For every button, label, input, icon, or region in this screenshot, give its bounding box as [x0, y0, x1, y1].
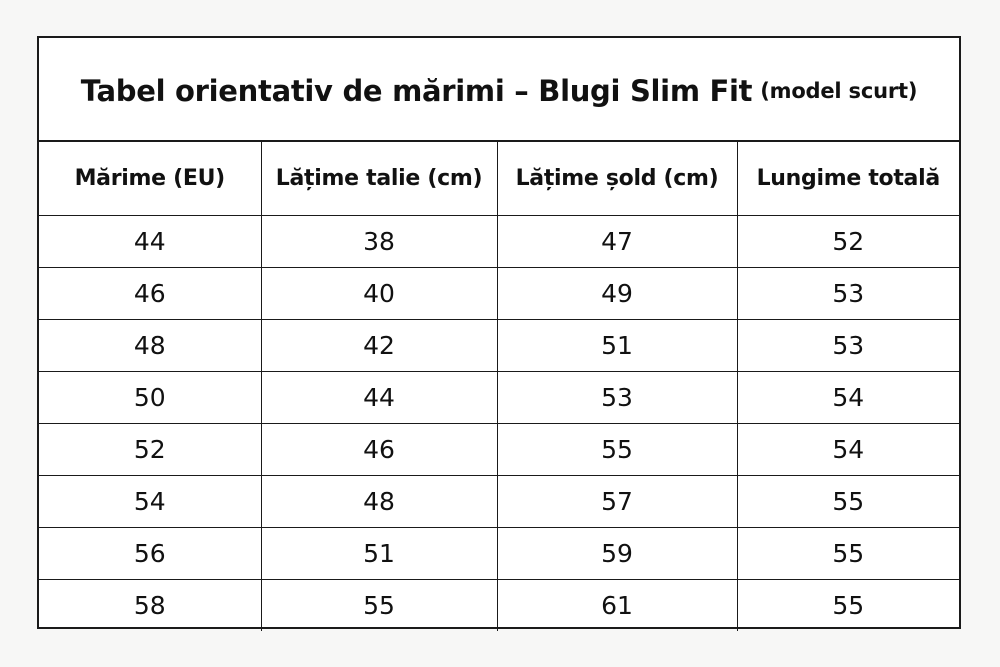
cell-length: 55: [737, 528, 959, 580]
table-row: [39, 268, 959, 320]
header-row: [39, 142, 959, 216]
table-title: Tabel orientativ de mărimi – Blugi Slim Fit: [80, 74, 753, 108]
cell-hip: 55: [497, 424, 737, 476]
cell-length: 53: [737, 320, 959, 372]
column-header-length: Lungime totală: [737, 142, 959, 216]
column-header-waist: Lățime talie (cm): [261, 142, 497, 216]
cell-size: 58: [39, 580, 261, 632]
cell-size: 52: [39, 424, 261, 476]
cell-length: 52: [737, 216, 959, 268]
table-subtitle: (model scurt): [760, 79, 918, 103]
cell-hip: 61: [497, 580, 737, 632]
cell-size: 44: [39, 216, 261, 268]
table-row: [39, 580, 959, 632]
column-header-size: Mărime (EU): [39, 142, 261, 216]
cell-size: 46: [39, 268, 261, 320]
table-row: [39, 528, 959, 580]
cell-size: 54: [39, 476, 261, 528]
cell-length: 53: [737, 268, 959, 320]
cell-waist: 38: [261, 216, 497, 268]
cell-waist: 51: [261, 528, 497, 580]
table-title-cell: [39, 38, 959, 142]
cell-length: 54: [737, 372, 959, 424]
cell-waist: 48: [261, 476, 497, 528]
cell-size: 48: [39, 320, 261, 372]
size-table: [39, 142, 959, 631]
table-row: [39, 320, 959, 372]
cell-waist: 44: [261, 372, 497, 424]
cell-length: 55: [737, 476, 959, 528]
cell-length: 54: [737, 424, 959, 476]
cell-hip: 49: [497, 268, 737, 320]
cell-waist: 42: [261, 320, 497, 372]
cell-waist: 55: [261, 580, 497, 632]
cell-hip: 47: [497, 216, 737, 268]
table-row: [39, 372, 959, 424]
cell-length: 55: [832, 591, 865, 620]
column-header-hip: Lățime șold (cm): [497, 142, 737, 216]
cell-hip: 53: [497, 372, 737, 424]
cell-hip: 57: [497, 476, 737, 528]
cell-waist: 40: [261, 268, 497, 320]
table-row: [39, 476, 959, 528]
cell-hip: 59: [497, 528, 737, 580]
cell-size: 50: [39, 372, 261, 424]
table-row: [39, 216, 959, 268]
table-row: [39, 424, 959, 476]
size-chart-table-frame: [37, 36, 961, 629]
cell-size: 56: [39, 528, 261, 580]
cell-hip: 51: [497, 320, 737, 372]
cell-waist: 46: [261, 424, 497, 476]
